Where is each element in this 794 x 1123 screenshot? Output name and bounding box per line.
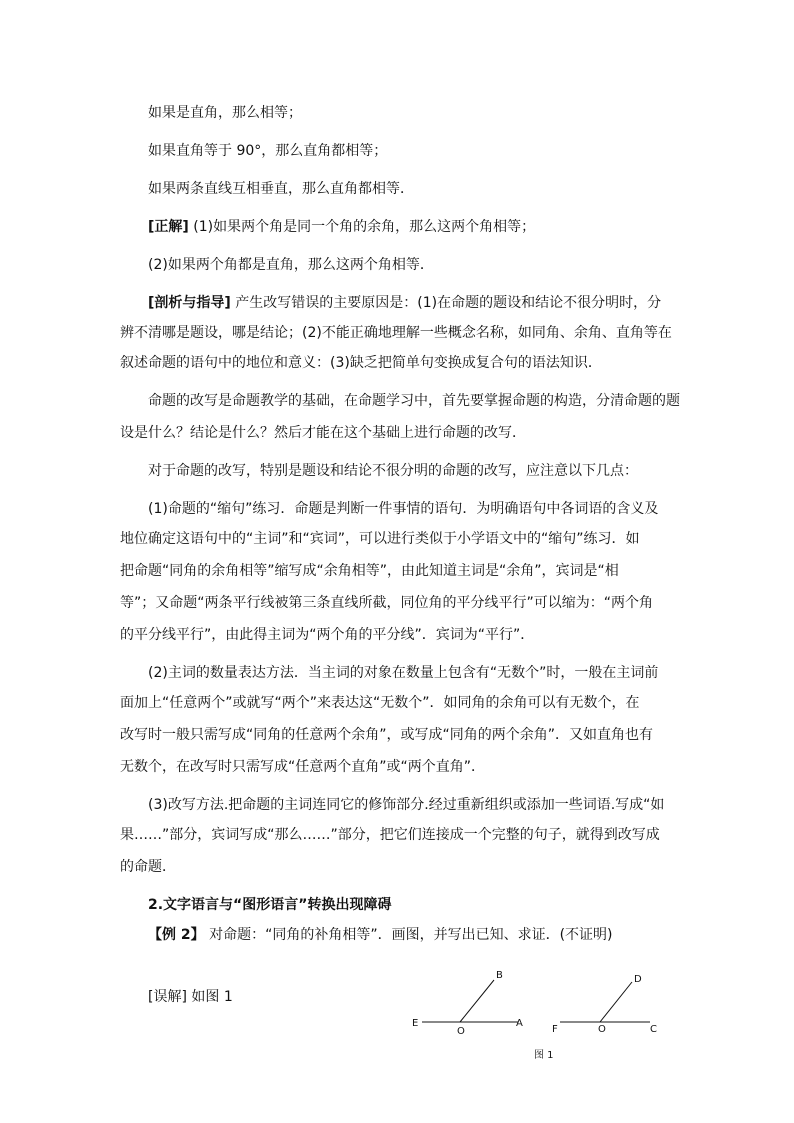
text-line: 果……”部分，宾词写成“那么……”部分，把它们连接成一个完整的句子，就得到改写成 [120, 827, 660, 843]
text-line: 如果是直角，那么相等； [148, 105, 302, 121]
text-line: 对命题：“同角的补角相等”．画图，并写出已知、求证．(不证明) [209, 927, 613, 943]
wrong-answer-label: [误解] [148, 989, 187, 1005]
text-line: 的命题． [120, 859, 176, 875]
figure-1 [400, 960, 700, 1070]
text-line: 设是什么？结论是什么？然后才能在这个基础上进行命题的改写． [120, 425, 526, 441]
text-line: 如图 1 [191, 989, 233, 1005]
example-line [148, 926, 613, 944]
text-line: (3)改写方法.把命题的主词连同它的修饰部分.经过重新组织或添加一些词语.写成“如 [148, 797, 665, 813]
text-line: (2)主词的数量表达方法．当主词的对象在数量上包含有“无数个”时，一般在主词前 [148, 665, 659, 681]
text-line: 地位确定这语句中的“主词”和“宾词”，可以进行类似于小学语文中的“缩句”练习．如 [120, 531, 640, 547]
correct-answer-label: [正解] [148, 219, 189, 235]
point-label-b: B [496, 970, 503, 981]
correct-answer-line [148, 218, 535, 236]
text-line: 对于命题的改写，特别是题设和结论不很分明的命题的改写，应注意以下几点： [148, 463, 638, 479]
point-label-a: A [516, 1018, 523, 1029]
analysis-line [148, 294, 661, 312]
text-line: 面加上“任意两个”或就写“两个”来表达这“无数个”．如同角的余角可以有无数个，在 [120, 695, 640, 711]
text-line: 的平分线平行”，由此得主词为“两个角的平分线”．宾词为“平行”． [120, 627, 535, 643]
point-label-f: F [552, 1024, 558, 1035]
text-line: 如果两条直线互相垂直，那么直角都相等． [148, 181, 414, 197]
text-line: 叙述命题的语句中的地位和意义：(3)缺乏把简单句变换成复合句的语法知识． [120, 355, 602, 371]
figure-caption: 图 1 [534, 1050, 554, 1061]
text-line: 如果直角等于 90°，那么直角都相等； [148, 143, 388, 159]
point-label-e: E [412, 1018, 419, 1029]
text-line: (2)如果两个角都是直角，那么这两个角相等． [148, 257, 434, 273]
section-heading: 2.文字语言与“图形语言”转换出现障碍 [148, 897, 392, 913]
point-label-o2: O [598, 1024, 606, 1035]
analysis-label: [剖析与指导] [148, 295, 231, 311]
text-line: 改写时一般只需写成“同角的任意两个余角”，或写成“同角的两个余角”．又如直角也有 [120, 727, 654, 743]
text-line: 命题的改写是命题教学的基础，在命题学习中，首先要掌握命题的构造，分清命题的题 [148, 393, 680, 409]
ray-od [600, 982, 632, 1022]
text-line: (1)如果两个角是同一个角的余角，那么这两个角相等； [193, 219, 536, 235]
text-line: (1)命题的“缩句”练习．命题是判断一件事情的语句．为明确语句中各词语的含义及 [148, 501, 659, 517]
ray-ob [460, 980, 494, 1022]
text-line: 无数个，在改写时只需写成“任意两个直角”或“两个直角”． [120, 759, 486, 775]
point-label-o: O [457, 1026, 465, 1037]
wrong-answer-line [148, 988, 233, 1006]
text-line: 把命题“同角的余角相等”缩写成“余角相等”，由此知道主词是“余角”，宾词是“相 [120, 563, 619, 579]
example-label: 【例 2】 [148, 927, 205, 943]
text-line: 辨不清哪是题设，哪是结论；(2)不能正确地理解一些概念名称，如同角、余角、直角等在 [120, 325, 672, 341]
point-label-c: C [650, 1024, 657, 1035]
text-line: 等”；又命题“两条平行线被第三条直线所截，同位角的平分线平行”可以缩为：“两个角 [120, 595, 654, 611]
text-line: 产生改写错误的主要原因是：(1)在命题的题设和结论不很分明时，分 [235, 295, 662, 311]
point-label-d: D [634, 974, 642, 985]
